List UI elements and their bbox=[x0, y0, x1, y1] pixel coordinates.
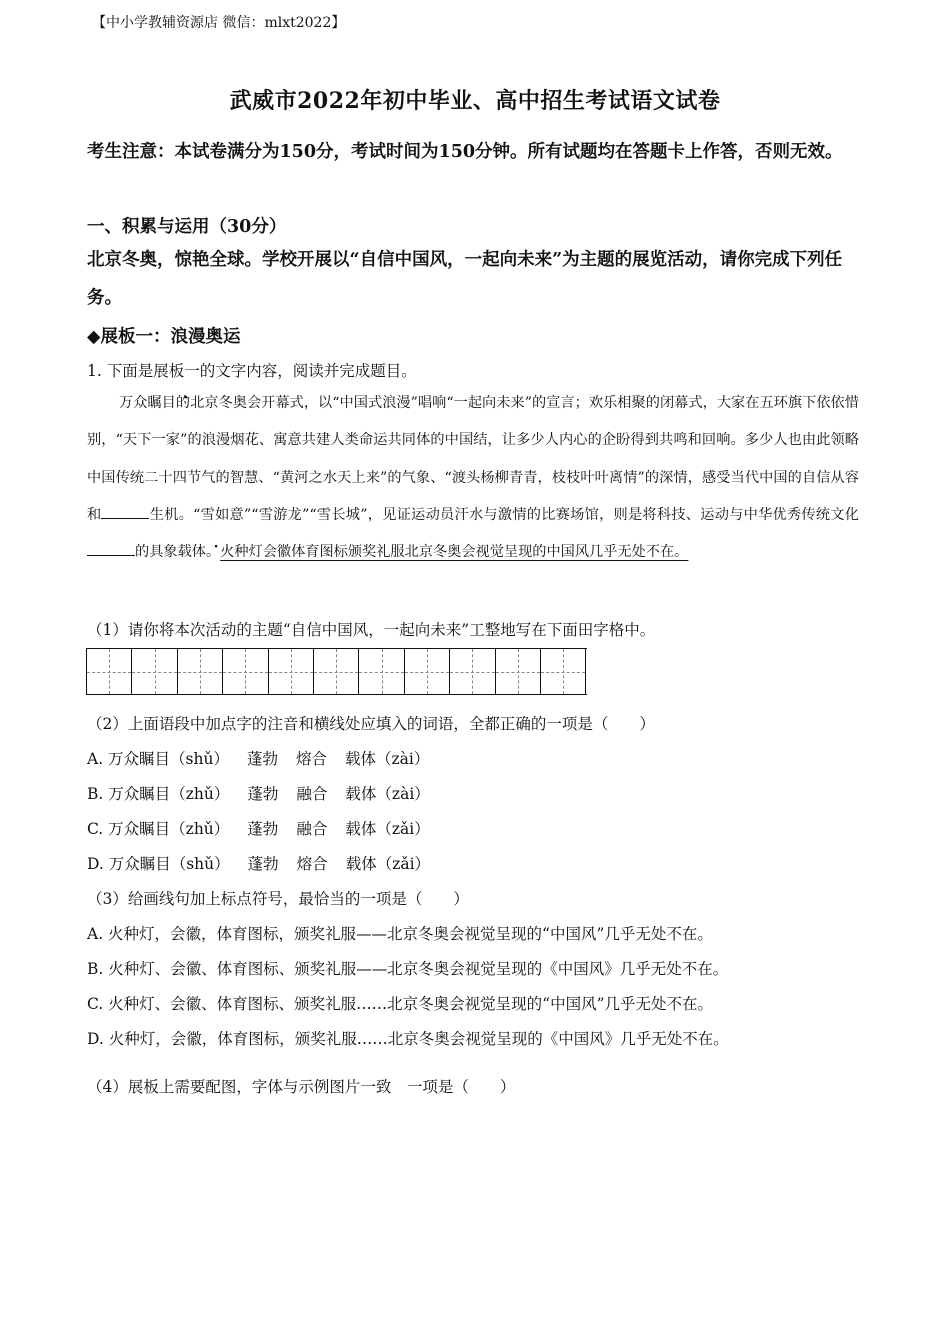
option-text: B. 万众瞩目（zhǔ） bbox=[87, 785, 230, 803]
passage-text: 生机。“雪如意”“雪游龙”“雪长城”，见证运动员汗水与激情的比赛场馆，则是将科技、运动与中华优秀传统文化 bbox=[149, 506, 859, 523]
option-text: 融合 bbox=[296, 820, 328, 838]
exam-title: 武威市2022年初中毕业、高中招生考试语文试卷 bbox=[229, 88, 721, 114]
option-text: 载体（zài） bbox=[345, 785, 430, 803]
option-d bbox=[87, 852, 430, 874]
dotted-char: · 瞩 bbox=[147, 395, 161, 411]
grid-cell bbox=[223, 649, 268, 694]
option-text: 熔合 bbox=[296, 855, 328, 873]
option-text: 蓬勃 bbox=[246, 750, 278, 768]
grid-cell bbox=[405, 649, 450, 694]
grid-cell bbox=[541, 649, 586, 694]
fill-blank bbox=[101, 504, 149, 519]
sub-question-2: （2）上面语段中加点字的注音和横线处应填入的词语，全都正确的一项是（ ） bbox=[87, 715, 655, 733]
option-d: D. 火种灯，会徽，体育图标，颁奖礼服……北京冬奥会视觉呈现的《中国风》几乎无处不在。 bbox=[87, 1030, 729, 1048]
grid-cell bbox=[450, 649, 495, 694]
grid-cell bbox=[132, 649, 177, 694]
option-a: A. 火种灯，会徽，体育图标，颁奖礼服——北京冬奥会视觉呈现的“中国风”几乎无处不在。 bbox=[87, 925, 713, 943]
grid-cell bbox=[314, 649, 359, 694]
passage-text: 目的北京冬奥会开幕式，以“中国式浪漫”唱响“一起向未来”的宣言；欢乐相聚的闭幕式，大家在五环旗下依依惜别，“天下一家”的浪漫烟花、寓意共建人类命运共同体的中国结，让多少人内心的企盼得到共鸣和回响。多少人也由此领略中国传统二十四节气的智慧、“黄河之水天上来”的气象、“渡头杨柳青青，枝枝叶叶离情”的深情，感受当代中国的自信从容和 bbox=[87, 395, 859, 523]
option-text: C. 万众瞩目（zhǔ） bbox=[87, 820, 230, 838]
question-1: 1. 下面是展板一的文字内容，阅读并完成题目。 bbox=[87, 362, 417, 380]
option-text: 蓬勃 bbox=[247, 820, 279, 838]
option-text: 蓬勃 bbox=[247, 855, 279, 873]
board-heading: ◆展板一：浪漫奥运 bbox=[87, 327, 241, 347]
grid-cell bbox=[359, 649, 404, 694]
fill-blank bbox=[87, 541, 135, 556]
sub-question-3: （3）给画线句加上标点符号，最恰当的一项是（ ） bbox=[87, 890, 469, 908]
option-text: D. 万众瞩目（shǔ） bbox=[87, 855, 230, 873]
grid-cell bbox=[496, 649, 541, 694]
option-text: 融合 bbox=[296, 785, 328, 803]
dotted-char: · 载 bbox=[178, 544, 192, 560]
exam-notice: 考生注意：本试卷满分为150分，考试时间为150分钟。所有试题均在答题卡上作答，否则无效。 bbox=[87, 142, 843, 162]
option-text: 熔合 bbox=[295, 750, 327, 768]
watermark: 【中小学教辅资源店 微信：mlxt2022】 bbox=[92, 15, 346, 31]
option-text: 载体（zài） bbox=[345, 750, 430, 768]
intro-paragraph: 北京冬奥，惊艳全球。学校开展以“自信中国风，一起向未来”为主题的展览活动，请你完成下列任务。 bbox=[87, 250, 843, 308]
grid-cell bbox=[87, 649, 132, 694]
option-a bbox=[87, 747, 429, 769]
reading-passage bbox=[87, 385, 859, 571]
grid-cell bbox=[269, 649, 314, 694]
section-heading: 一、积累与运用（30分） bbox=[87, 217, 287, 237]
passage-text: 万众 bbox=[119, 395, 148, 411]
option-text: 载体（zǎi） bbox=[345, 820, 430, 838]
underlined-sentence: 火种灯会徽体育图标颁奖礼服北京冬奥会视觉呈现的中国风几乎无处不在。 bbox=[220, 544, 689, 561]
sub-question-1: （1）请你将本次活动的主题“自信中国风，一起向未来”工整地写在下面田字格中。 bbox=[87, 621, 656, 639]
option-text: 载体（zǎi） bbox=[345, 855, 431, 873]
option-b: B. 火种灯、会徽、体育图标、颁奖礼服——北京冬奥会视觉呈现的《中国风》几乎无处不在。 bbox=[87, 960, 729, 978]
option-text: A. 万众瞩目（shǔ） bbox=[87, 750, 229, 768]
writing-grid bbox=[86, 648, 587, 695]
sub-question-4: （4）展板上需要配图，字体与示例图片一致 一项是（ ） bbox=[87, 1078, 516, 1096]
option-b bbox=[87, 782, 430, 804]
grid-cell bbox=[178, 649, 223, 694]
option-text: 蓬勃 bbox=[247, 785, 279, 803]
option-c bbox=[87, 817, 430, 839]
option-c: C. 火种灯、会徽、体育图标、颁奖礼服……北京冬奥会视觉呈现的“中国风”几乎无处不在。 bbox=[87, 995, 714, 1013]
passage-text: 的具象 bbox=[135, 544, 178, 561]
passage-text: 体。 bbox=[191, 544, 221, 561]
